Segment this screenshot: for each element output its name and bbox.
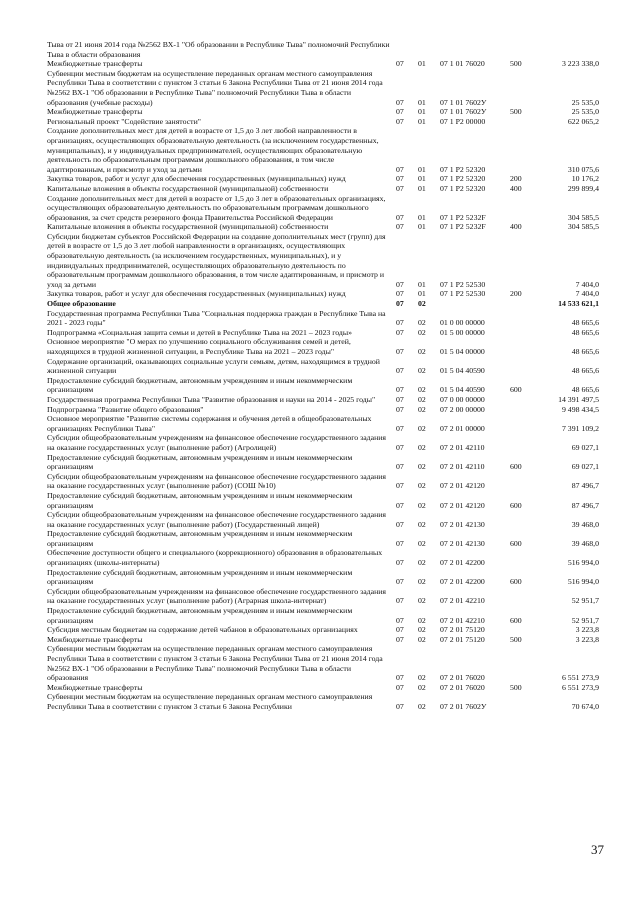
amount: 14 533 621,1: [558, 299, 599, 309]
expense-type-code: [510, 625, 536, 635]
target-article-code: 07 1 Р2 52320: [440, 174, 486, 184]
row-name: Государственная программа Республики Тыва "Развитие образования и науки на 2014 - 2025 годы": [47, 394, 376, 404]
target-article-code: 07 2 01 7602У: [440, 701, 487, 711]
row-name: Субвенции местным бюджетам на осуществление переданных органам местного самоуправления Республики Тыва в соответствии с пунктом 3 статьи 6 Закона Республики Тыва от 21 июня 2014 года №2562 ВХ-1 "Об образовании в Республике Тыва" полномочий Республики Тыва в области образования: [47, 644, 383, 683]
section-code: 07: [396, 222, 404, 232]
target-article-code: 07 2 01 75120: [440, 634, 485, 644]
section-code: 07: [396, 279, 404, 289]
table-row: [47, 194, 599, 223]
budget-table: [47, 40, 599, 712]
subsection-code: 01: [418, 116, 426, 126]
target-article-code: 01 5 04 00000: [440, 347, 485, 356]
row-name: Межбюджетные трансферты: [47, 682, 143, 692]
table-row: [47, 309, 599, 328]
row-name: Субвенции местным бюджетам на осуществление переданных органам местного самоуправления Республики Тыва в соответствии с пунктом 3 статьи 6 Закона Республики: [47, 692, 373, 711]
subsection-code: 02: [418, 673, 426, 683]
amount: 87 496,7: [571, 500, 599, 510]
row-name: Создание дополнительных мест для детей в возрасте от 1,5 до 3 лет в образовательных организациях, осуществляющих образовательную деятельность по образовательным программам дошкольного образования, за счет средств резервного фонда Правительства Российской Федерации: [47, 193, 386, 222]
row-name: Региональный проект "Содействие занятости": [47, 116, 201, 126]
subsection-code: 02: [418, 701, 426, 711]
expense-type-code: [510, 117, 536, 127]
subsection-code: 02: [418, 519, 426, 529]
amount: 516 994,0: [567, 558, 599, 568]
section-code: 07: [396, 462, 404, 472]
table-row: [47, 337, 599, 356]
row-name: Основное мероприятие "О мерах по улучшению социального обслуживания семей и детей, находящихся в трудной жизненной ситуации, в Республике Тыва на 2021 – 2023 годы": [47, 337, 351, 356]
amount: 69 027,1: [571, 462, 599, 472]
amount: 516 994,0: [567, 577, 599, 587]
row-name: Обеспечение доступности общего и специального (коррекционного) образования в образовательных организациях (школы-интернаты): [47, 548, 383, 568]
subsection-code: 02: [418, 347, 426, 356]
target-article-code: 07 2 01 42200: [440, 558, 485, 568]
row-name: Субсидии общеобразовательным учреждениям на финансовое обеспечение государственного задания на оказание государственных услуг (выполнение работ) (Аграрная школа-интернат): [47, 586, 387, 606]
amount: 48 665,6: [571, 385, 599, 395]
target-article-code: 07 2 01 42110: [440, 442, 485, 452]
section-code: 07: [396, 701, 404, 711]
row-name: Закупка товаров, работ и услуг для обеспечения государственных (муниципальных) нужд: [47, 174, 346, 184]
amount: 39 468,0: [571, 519, 599, 529]
amount: 52 951,7: [571, 615, 599, 625]
table-row: [47, 587, 599, 606]
row-name: Государственная программа Республики Тыва "Социальная поддержка граждан в Республике Тыва на 2021 - 2023 годы": [47, 308, 386, 328]
subsection-code: 02: [418, 299, 426, 309]
expense-type-code: 600: [510, 500, 522, 510]
target-article-code: 07 2 01 42120: [440, 481, 485, 491]
amount: 25 535,0: [571, 107, 599, 117]
expense-type-code: [510, 395, 536, 405]
table-row: [47, 453, 599, 472]
subsection-code: [418, 40, 440, 59]
amount: 310 075,6: [567, 164, 599, 174]
subsection-code: 02: [418, 462, 426, 472]
expense-type-code: 500: [510, 107, 522, 117]
target-article-code: 07 1 Р2 52320: [440, 164, 486, 174]
row-name: Межбюджетные трансферты: [47, 634, 143, 644]
expense-type-code: 600: [510, 615, 522, 625]
subsection-code: 02: [418, 538, 426, 548]
amount: 87 496,7: [571, 481, 599, 491]
amount: 9 498 434,5: [561, 404, 599, 414]
table-row: [47, 529, 599, 548]
amount: 304 585,5: [567, 222, 599, 232]
expense-type-code: 200: [510, 289, 522, 299]
row-name: Содержание организаций, оказывающих социальные услуги семьям, детям, находящимся в трудной жизненной ситуации: [47, 356, 380, 376]
section-code: 07: [396, 289, 404, 299]
amount: 70 674,0: [571, 701, 599, 711]
subsection-code: 02: [418, 596, 426, 606]
row-name: Капитальные вложения в объекты государственной (муниципальной) собственности: [47, 183, 329, 193]
amount: 48 665,6: [571, 366, 599, 376]
target-article-code: 01 5 00 00000: [440, 327, 485, 337]
expense-type-code: [510, 328, 536, 338]
row-name: Субсидии общеобразовательным учреждениям на финансовое обеспечение государственного задания на оказание государственных услуг (выполнение работ) (Агролицей): [47, 433, 387, 452]
expense-type-code: [510, 309, 536, 328]
table-row: [47, 184, 599, 194]
table-row: [47, 174, 599, 184]
table-row: [47, 644, 599, 682]
subsection-code: 01: [418, 279, 426, 289]
target-article-code: 01 5 04 40590: [440, 385, 485, 395]
row-name: Создание дополнительных мест для детей в возрасте от 1,5 до 3 лет любой направленности в организациях, осуществляющих образовательную деятельность (за исключением государственных, муниципальных), и у индивидуальных предпринимателей, осуществляющих образовательную деятельность по образовательным программам дошкольного образования, в том числе адаптированным, и присмотр и уход за детьми: [47, 126, 379, 174]
row-name: Тыва от 21 июня 2014 года №2562 ВХ-1 "Об образовании в Республике Тыва" полномочий Республики Тыва в области образования: [47, 40, 390, 59]
row-name: Предоставление субсидий бюджетным, автономным учреждениям и иным некоммерческим организациям: [47, 529, 353, 548]
section-code: 07: [396, 385, 404, 395]
amount: 7 404,0: [575, 279, 599, 289]
target-article-code: [440, 40, 510, 59]
row-name: Субсидия местным бюджетам на содержание детей чабанов в образовательных организациях: [47, 625, 358, 635]
amount: 14 391 497,5: [558, 394, 599, 404]
subsection-code: 02: [418, 615, 426, 625]
target-article-code: 07 2 01 42110: [440, 462, 485, 472]
table-row: [47, 606, 599, 625]
section-code: 07: [396, 442, 404, 452]
subsection-code: 02: [418, 423, 426, 433]
section-code: 07: [396, 116, 404, 126]
subsection-code: 02: [418, 394, 426, 404]
subsection-code: 02: [418, 625, 426, 635]
section-code: 07: [396, 634, 404, 644]
table-row: [47, 299, 599, 309]
section-code: 07: [396, 347, 404, 356]
section-code: 07: [396, 682, 404, 692]
row-name: Межбюджетные трансферты: [47, 59, 143, 69]
row-name: Общее образование: [47, 299, 116, 309]
subsection-code: 02: [418, 385, 426, 395]
table-row: [47, 376, 599, 395]
expense-type-code: [510, 194, 536, 223]
target-article-code: 07 1 Р2 5232F: [440, 212, 486, 222]
expense-type-code: [510, 510, 536, 529]
expense-type-code: [510, 299, 536, 309]
table-row: [47, 107, 599, 117]
expense-type-code: [510, 405, 536, 415]
section-code: 07: [396, 615, 404, 625]
target-article-code: 07 1 01 7602У: [440, 97, 487, 107]
amount: 48 665,6: [571, 318, 599, 328]
target-article-code: 07 1 Р2 52530: [440, 279, 486, 289]
subsection-code: 02: [418, 366, 426, 376]
section-code: 07: [396, 577, 404, 587]
target-article-code: 07 1 01 7602У: [440, 107, 487, 117]
subsection-code: 02: [418, 318, 426, 328]
table-row: [47, 625, 599, 635]
row-name: Закупка товаров, работ и услуг для обеспечения государственных (муниципальных) нужд: [47, 289, 346, 299]
subsection-code: 02: [418, 558, 426, 568]
section-code: 07: [396, 625, 404, 635]
row-name: Подпрограмма "Развитие общего образования": [47, 404, 204, 414]
amount: 7 404,0: [575, 289, 599, 299]
row-name: Субсидии общеобразовательным учреждениям на финансовое обеспечение государственного задания на оказание государственных услуг (выполнение работ) (Государственный лицей): [47, 510, 387, 529]
section-code: 07: [396, 327, 404, 337]
expense-type-code: [510, 644, 536, 682]
subsection-code: 01: [418, 164, 426, 174]
subsection-code: 02: [418, 577, 426, 587]
table-row: [47, 117, 599, 127]
table-row: [47, 328, 599, 338]
section-code: 07: [396, 59, 404, 69]
table-row: [47, 232, 599, 290]
row-name: Межбюджетные трансферты: [47, 107, 143, 117]
expense-type-code: 600: [510, 577, 522, 587]
section-code: 07: [396, 538, 404, 548]
table-row: [47, 405, 599, 415]
amount: 622 065,2: [567, 116, 599, 126]
row-name: Предоставление субсидий бюджетным, автономным учреждениям и иным некоммерческим организациям: [47, 567, 353, 587]
table-row: [47, 395, 599, 405]
target-article-code: 01 5 04 40590: [440, 366, 485, 376]
table-row: [47, 568, 599, 587]
section-code: 07: [396, 164, 404, 174]
section-code: 07: [396, 423, 404, 433]
amount: 3 223,8: [575, 634, 599, 644]
row-name: Субвенции местным бюджетам на осуществление переданных органам местного самоуправления Республики Тыва в соответствии с пунктом 3 статьи 6 Закона Республики Тыва от 21 июня 2014 года №2562 ВХ-1 "Об образовании в Республике Тыва" полномочий Республики Тыва в области образования (учебные расходы): [47, 68, 383, 107]
amount: 48 665,6: [571, 347, 599, 356]
target-article-code: 07 1 01 76020: [440, 59, 485, 69]
section-code: 07: [396, 183, 404, 193]
target-article-code: 07 2 01 42120: [440, 500, 485, 510]
section-code: [396, 40, 418, 59]
amount: 69 027,1: [571, 442, 599, 452]
table-row: [47, 126, 599, 174]
expense-type-code: [510, 69, 536, 107]
target-article-code: 07 1 Р2 5232F: [440, 222, 486, 232]
section-code: 07: [396, 107, 404, 117]
table-row: [47, 491, 599, 510]
amount: 10 176,2: [571, 174, 599, 184]
section-code: 07: [396, 394, 404, 404]
amount: 3 223,8: [575, 625, 599, 635]
expense-type-code: 400: [510, 183, 522, 193]
target-article-code: 07 2 00 00000: [440, 404, 485, 414]
subsection-code: 01: [418, 183, 426, 193]
section-code: 07: [396, 318, 404, 328]
amount: 299 899,4: [567, 183, 599, 193]
table-row: [47, 289, 599, 299]
row-name: Основное мероприятие "Развитие системы содержания и обучения детей в общеобразовательных организациях Республики Тыва": [47, 414, 372, 433]
target-article-code: [440, 299, 510, 309]
section-code: 07: [396, 299, 404, 309]
subsection-code: 02: [418, 442, 426, 452]
section-code: 07: [396, 500, 404, 510]
subsection-code: 02: [418, 500, 426, 510]
target-article-code: 07 2 01 75120: [440, 625, 485, 635]
table-row: [47, 222, 599, 232]
table-row: [47, 510, 599, 529]
table-row: [47, 414, 599, 433]
expense-type-code: [510, 472, 536, 491]
target-article-code: 01 0 00 00000: [440, 318, 485, 328]
expense-type-code: 600: [510, 385, 522, 395]
target-article-code: 07 2 01 76020: [440, 673, 485, 683]
section-code: 07: [396, 366, 404, 376]
page-number: 37: [591, 842, 604, 857]
expense-type-code: [510, 232, 536, 290]
section-code: 07: [396, 519, 404, 529]
target-article-code: 07 2 01 42210: [440, 615, 485, 625]
table-row: [47, 635, 599, 645]
amount: 52 951,7: [571, 596, 599, 606]
row-name: Капитальные вложения в объекты государственной (муниципальной) собственности: [47, 222, 329, 232]
expense-type-code: [510, 548, 536, 567]
budget-table-body: [47, 40, 599, 712]
target-article-code: 07 2 01 42200: [440, 577, 485, 587]
row-name: Субсидии бюджетам субъектов Российской Федерации на создание дополнительных мест (групп) для детей в возрасте от 1,5 до 3 лет любой направленности в организациях, осуществляющих образовательную деятельность (за исключением государственных, муниципальных), и у индивидуальных предпринимателей, осуществляющих образовательную деятельность по образовательным программам дошкольного образования, в том числе адаптированным, и присмотр и уход за детьми: [47, 231, 386, 289]
subsection-code: 02: [418, 327, 426, 337]
section-code: 07: [396, 481, 404, 491]
subsection-code: 01: [418, 107, 426, 117]
amount: 304 585,5: [567, 212, 599, 222]
row-name: Субсидии общеобразовательным учреждениям на финансовое обеспечение государственного задания на оказание государственных услуг (выполнение работ) (СОШ №10): [47, 471, 387, 491]
section-code: 07: [396, 97, 404, 107]
row-name: Подпрограмма «Социальная защита семьи и детей в Республике Тыва на 2021 – 2023 годы»: [47, 327, 352, 337]
target-article-code: 07 0 00 00000: [440, 394, 485, 404]
subsection-code: 02: [418, 404, 426, 414]
section-code: 07: [396, 404, 404, 414]
amount: 7 391 109,2: [561, 423, 599, 433]
row-name: Предоставление субсидий бюджетным, автономным учреждениям и иным некоммерческим организациям: [47, 375, 353, 395]
expense-type-code: [510, 357, 536, 376]
table-row: [47, 692, 599, 711]
expense-type-code: [510, 337, 536, 356]
subsection-code: 01: [418, 289, 426, 299]
expense-type-code: 600: [510, 538, 522, 548]
expense-type-code: [510, 126, 536, 174]
section-code: 07: [396, 596, 404, 606]
row-name: Предоставление субсидий бюджетным, автономным учреждениям и иным некоммерческим организациям: [47, 490, 353, 510]
expense-type-code: 500: [510, 634, 522, 644]
table-row: [47, 433, 599, 452]
expense-type-code: 400: [510, 222, 522, 232]
expense-type-code: 500: [510, 59, 522, 69]
subsection-code: 02: [418, 481, 426, 491]
target-article-code: 07 2 01 76020: [440, 682, 485, 692]
subsection-code: 01: [418, 97, 426, 107]
amount: 3 223 338,0: [561, 59, 599, 69]
subsection-code: 01: [418, 212, 426, 222]
expense-type-code: 500: [510, 682, 522, 692]
section-code: 07: [396, 212, 404, 222]
section-code: 07: [396, 174, 404, 184]
target-article-code: 07 2 01 00000: [440, 423, 485, 433]
table-row: [47, 683, 599, 693]
section-code: 07: [396, 558, 404, 568]
target-article-code: 07 2 01 42130: [440, 538, 485, 548]
table-row: [47, 59, 599, 69]
target-article-code: 07 1 Р2 00000: [440, 116, 486, 126]
amount: 6 551 273,9: [561, 682, 599, 692]
table-row: [47, 548, 599, 567]
amount: [536, 40, 599, 59]
expense-type-code: [510, 40, 536, 59]
expense-type-code: 200: [510, 174, 522, 184]
table-row: [47, 69, 599, 107]
subsection-code: 01: [418, 174, 426, 184]
amount: 39 468,0: [571, 538, 599, 548]
subsection-code: 02: [418, 634, 426, 644]
subsection-code: 02: [418, 682, 426, 692]
table-row: [47, 472, 599, 491]
table-row: [47, 40, 599, 59]
amount: 25 535,0: [571, 97, 599, 107]
amount: 48 665,6: [571, 327, 599, 337]
expense-type-code: [510, 414, 536, 433]
target-article-code: 07 1 Р2 52320: [440, 183, 486, 193]
table-row: [47, 357, 599, 376]
subsection-code: 01: [418, 222, 426, 232]
expense-type-code: [510, 692, 536, 711]
section-code: 07: [396, 673, 404, 683]
target-article-code: 07 2 01 42210: [440, 596, 485, 606]
row-name: Предоставление субсидий бюджетным, автономным учреждениям и иным некоммерческим организациям: [47, 452, 353, 472]
expense-type-code: [510, 587, 536, 606]
row-name: Предоставление субсидий бюджетным, автономным учреждениям и иным некоммерческим организациям: [47, 606, 353, 625]
target-article-code: 07 1 Р2 52530: [440, 289, 486, 299]
amount: 6 551 273,9: [561, 673, 599, 683]
expense-type-code: [510, 433, 536, 452]
expense-type-code: 600: [510, 462, 522, 472]
target-article-code: 07 2 01 42130: [440, 519, 485, 529]
subsection-code: 01: [418, 59, 426, 69]
